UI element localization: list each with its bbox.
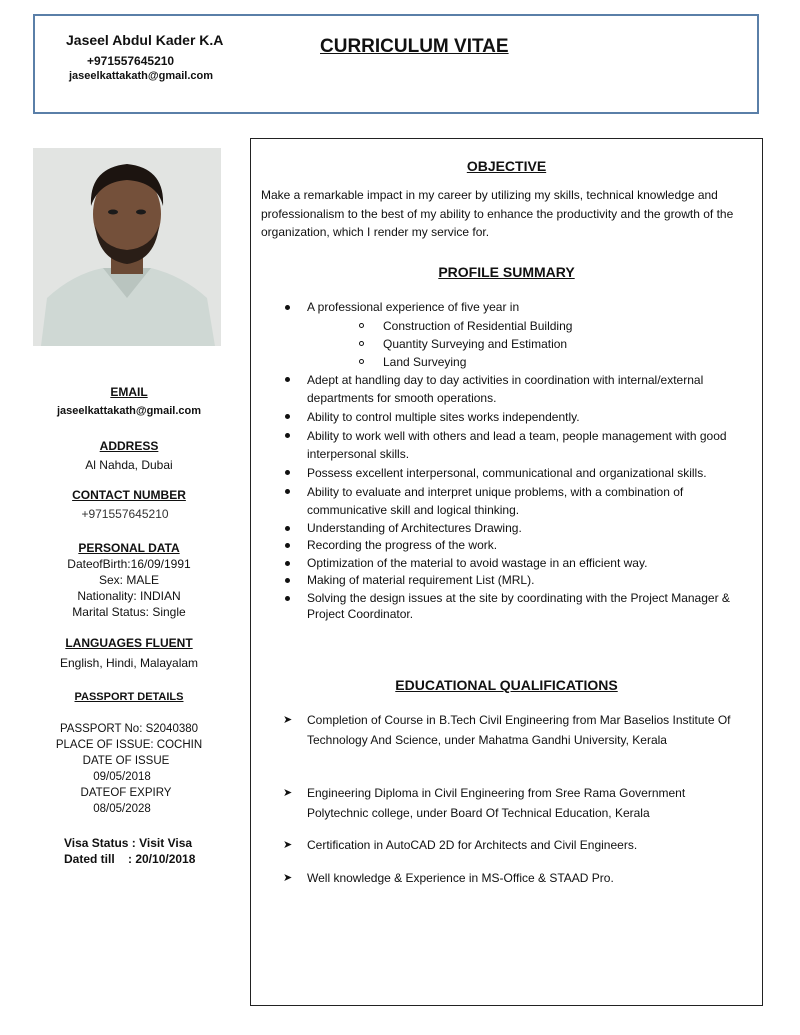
circle-bullet-icon	[359, 323, 364, 328]
passport-number: PASSPORT No: S2040380	[59, 723, 199, 735]
list-item: Making of material requirement List (MRL).	[251, 572, 756, 589]
list-item: Understanding of Architectures Drawing.	[251, 520, 756, 537]
document-title: CURRICULUM VITAE	[320, 36, 509, 57]
list-item: A professional experience of five year in	[251, 299, 756, 316]
objective-heading: OBJECTIVE	[466, 158, 547, 174]
passport-place: PLACE OF ISSUE: COCHIN	[55, 739, 203, 751]
portrait-illustration	[33, 148, 221, 346]
arrow-bullet-icon: ➤	[283, 787, 293, 799]
list-item: Optimization of the material to avoid wastage in an efficient way.	[251, 555, 756, 572]
list-item: Land Surveying	[251, 353, 756, 371]
bullet-icon	[285, 414, 290, 419]
personal-sex: Sex: MALE	[98, 573, 160, 587]
sidebar	[33, 380, 225, 867]
list-item: ➤ Engineering Diploma in Civil Engineering from Sree Rama Government Polytechnic college, under Board Of Technical Education, Kerala	[307, 783, 747, 823]
bullet-icon	[285, 377, 290, 382]
list-item: Ability to control multiple sites works independently.	[251, 408, 756, 426]
education-heading: EDUCATIONAL QUALIFICATIONS	[395, 677, 618, 693]
contact-value: +971557645210	[81, 507, 169, 521]
main-content	[250, 138, 763, 1006]
passport-expiry-date: 08/05/2028	[93, 803, 151, 815]
personal-marital: Marital Status: Single	[72, 605, 186, 619]
objective-text: Make a remarkable impact in my career by utilizing my skills, technical knowledge and professionalism to the best of my ability to enhance the productivity and the growth of the organization, which I render my service for.	[261, 188, 734, 239]
address-label: ADDRESS	[99, 439, 159, 453]
personal-dob: DateofBirth:16/09/1991	[67, 557, 191, 571]
bullet-icon	[285, 596, 290, 601]
address-value: Al Nahda, Dubai	[85, 458, 173, 472]
arrow-bullet-icon: ➤	[283, 872, 293, 884]
passport-issue-date: 09/05/2018	[93, 771, 151, 783]
header-box	[33, 14, 759, 114]
bullet-icon	[285, 578, 290, 583]
personal-nationality: Nationality: INDIAN	[77, 589, 181, 603]
arrow-bullet-icon: ➤	[283, 714, 293, 726]
header-email: jaseelkattakath@gmail.com	[69, 70, 214, 82]
profile-summary-list	[251, 299, 756, 624]
bullet-icon	[285, 305, 290, 310]
list-item: ➤ Certification in AutoCAD 2D for Architects and Civil Engineers.	[307, 835, 747, 855]
email-value: jaseelkattakath@gmail.com	[56, 405, 201, 417]
bullet-icon	[285, 543, 290, 548]
list-item: Adept at handling day to day activities in coordination with internal/external departments for smooth operations.	[251, 371, 756, 407]
list-item: Construction of Residential Building	[251, 317, 756, 335]
list-item: Ability to evaluate and interpret unique problems, with a combination of communicative skill and logical thinking.	[251, 483, 756, 519]
passport-label: PASSPORT DETAILS	[74, 691, 184, 703]
passport-expiry-label: DATEOF EXPIRY	[80, 787, 172, 799]
email-label: EMAIL	[110, 385, 148, 399]
bullet-icon	[285, 470, 290, 475]
bullet-icon	[285, 526, 290, 531]
list-item: Quantity Surveying and Estimation	[251, 335, 756, 353]
personal-data-label: PERSONAL DATA	[78, 541, 180, 555]
header-phone: +971557645210	[87, 54, 175, 68]
passport-issue-label: DATE OF ISSUE	[82, 755, 170, 767]
bullet-icon	[285, 433, 290, 438]
circle-bullet-icon	[359, 359, 364, 364]
profile-photo	[33, 148, 221, 346]
visa-status: Visa Status : Visit Visa	[64, 836, 193, 850]
candidate-name: Jaseel Abdul Kader K.A	[66, 32, 224, 48]
circle-bullet-icon	[359, 341, 364, 346]
arrow-bullet-icon: ➤	[283, 839, 293, 851]
bullet-icon	[285, 561, 290, 566]
visa-dated-till: Dated till : 20/10/2018	[64, 852, 196, 866]
list-item: Ability to work well with others and lead a team, people management with good interpersonal skills.	[251, 427, 756, 463]
bullet-icon	[285, 489, 290, 494]
list-item: Possess excellent interpersonal, communicational and organizational skills.	[251, 464, 756, 482]
languages-value: English, Hindi, Malayalam	[59, 656, 199, 670]
contact-label: CONTACT NUMBER	[72, 488, 186, 502]
list-item: Recording the progress of the work.	[251, 537, 756, 554]
languages-label: LANGUAGES FLUENT	[65, 636, 193, 650]
list-item: Solving the design issues at the site by coordinating with the Project Manager & Project Coordinator.	[251, 590, 756, 623]
list-item: ➤ Well knowledge & Experience in MS-Office & STAAD Pro.	[307, 868, 747, 888]
profile-heading: PROFILE SUMMARY	[438, 264, 575, 280]
list-item: ➤ Completion of Course in B.Tech Civil Engineering from Mar Baselios Institute Of Technology And Science, under Mahatma Gandhi University, Kerala	[307, 710, 747, 750]
